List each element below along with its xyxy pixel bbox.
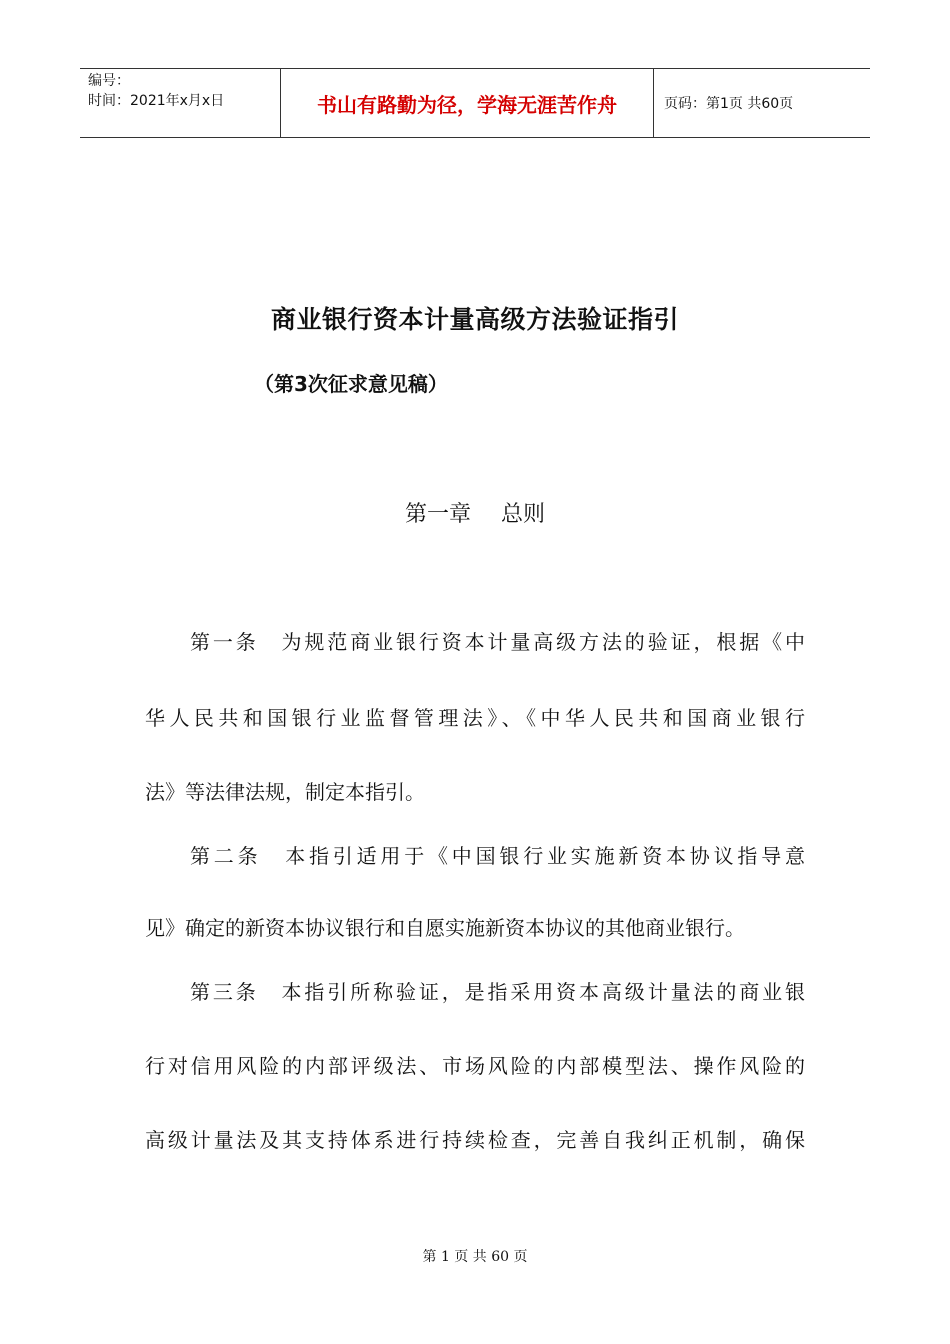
body-line: 法》等法律法规，制定本指引。: [145, 780, 425, 804]
chapter-number: 第一章: [404, 502, 471, 527]
body-line: 第二条 本指引适用于《中国银行业实施新资本协议指导意: [190, 844, 805, 868]
page-info-cell: [654, 69, 870, 137]
body-line: 第三条 本指引所称验证，是指采用资本高级计量法的商业银: [190, 980, 805, 1004]
motto-text: 书山有路勤为径，学海无涯苦作舟: [317, 92, 617, 117]
document-subtitle: （第3次征求意见稿）: [254, 372, 448, 396]
page-info-text: 页码：第1页 共60页: [664, 96, 794, 112]
motto-cell: [280, 69, 654, 137]
number-label: 编号：: [88, 73, 130, 89]
body-line: 华人民共和国银行业监督管理法》、《中华人民共和国商业银行: [145, 706, 805, 730]
time-label: 时间：2021年x月x日: [88, 93, 225, 109]
body-line: 第一条 为规范商业银行资本计量高级方法的验证，根据《中: [190, 630, 805, 654]
header-meta-cell: [80, 69, 280, 137]
document-title: 商业银行资本计量高级方法验证指引: [270, 305, 679, 334]
body-line: 见》确定的新资本协议银行和自愿实施新资本协议的其他商业银行。: [145, 916, 745, 940]
header-table: [80, 68, 870, 138]
page-footer: 第 1 页 共 60 页: [422, 1249, 528, 1265]
body-line: 高级计量法及其支持体系进行持续检查，完善自我纠正机制，确保: [145, 1128, 805, 1152]
chapter-heading: [0, 497, 950, 528]
chapter-name: 总则: [501, 502, 546, 527]
body-line: 行对信用风险的内部评级法、市场风险的内部模型法、操作风险的: [145, 1054, 805, 1078]
